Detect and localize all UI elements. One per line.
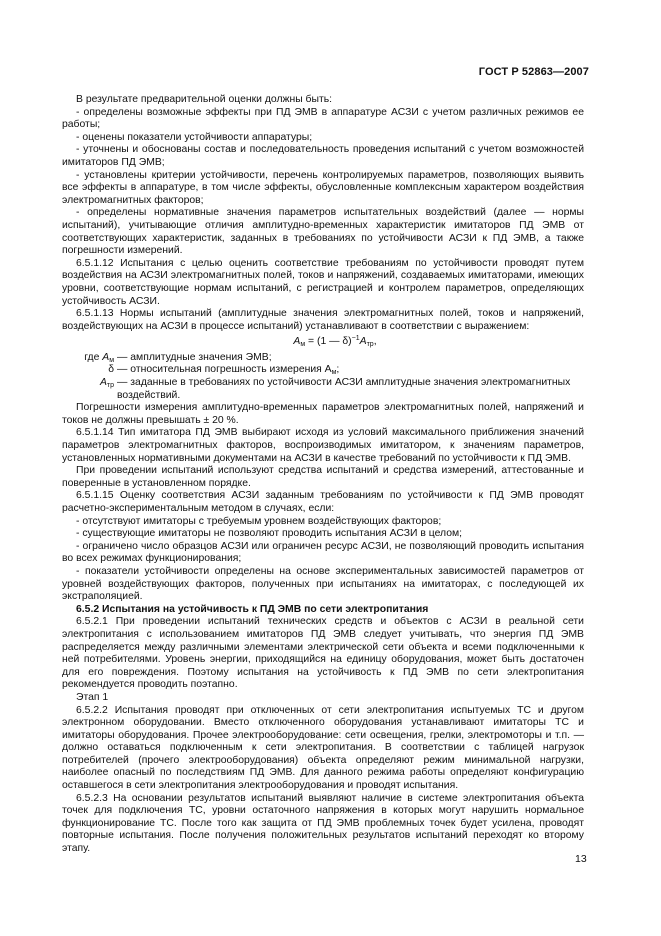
paragraph: 6.5.2.3 На основании результатов испытаний выявляют наличие в системе электропитания объекта точек для подключения ТС, уровни остаточного напряжения в которых могут нарушить нормальное функционирование ТС. После того как защита от ПД ЭМВ проблемных точек будет усилена, проводят повторные испытания. После получения положительных результатов испытаний переходят ко второму этапу.: [62, 792, 584, 855]
list-item: - оценены показатели устойчивости аппаратуры;: [76, 131, 313, 143]
paragraph: 6.5.2.2 Испытания проводят при отключенных от сети электропитания испытуемых ТС и другом электронном оборудовании. Вместо отключенного оборудования устанавливают имитаторы ТС и имитаторы оборудования. Прочее электрооборудование: сети освещения, грелки, электромоторы и т.п. — должно оставаться подключенным к сети электропитания. В соответствии с таблицей нагрузок потребителей (прочего электрооборудования) объекта определяют режим минимальной нагрузки, наиболее опасный по последствиям ПД ЭМВ. Для данного режима работы определяют конфигурацию оставшегося в сети электропитания электрооборудования и проводят испытания.: [62, 704, 584, 792]
paragraph: При проведении испытаний используют средства испытаний и средства измерений, аттестованные и поверенные в установленном порядке.: [62, 465, 584, 489]
stage-label: Этап 1: [76, 691, 109, 703]
definition-row: δ — относительная погрешность измерения $A_м$;: [108, 364, 340, 377]
paragraph: 6.5.1.13 Нормы испытаний (амплитудные значения электромагнитных полей, токов и напряжений, воздействующих на АСЗИ в процессе испытаний) устанавливают в соответствии с выражением:: [62, 308, 584, 332]
document-header: ГОСТ Р 52863—2007: [478, 66, 589, 78]
formula: $A_м = (1$ — $\delta)^{-1}A_{тр}$,: [293, 335, 377, 349]
paragraph: 6.5.1.15 Оценку соответствия АСЗИ заданным требованиям по устойчивости к ПД ЭМВ проводят расчетно-экспериментальным методом в случаях, если:: [62, 490, 584, 514]
list-item: - существующие имитаторы не позволяют проводить испытания АСЗИ в целом;: [76, 528, 463, 540]
list-item: - показатели устойчивости определены на основе экспериментальных зависимостей параметров от уровней воздействующих факторов, полученных при испытаниях на имитаторах, с последующей их экстраполяцией.: [62, 565, 584, 603]
paragraph: Погрешности измерения амплитудно-временных параметров электромагнитных полей, напряжений и токов не должны превышать ± 20 %.: [62, 402, 584, 426]
list-item: - установлены критерии устойчивости, перечень контролируемых параметров, позволяющих выявить все эффекты в аппаратуре, в том числе эффекты, обусловленные комплексным характером воздействия электромагнитных факторов;: [62, 169, 584, 206]
paragraph: 6.5.1.14 Тип имитатора ПД ЭМВ выбирают исходя из условий максимального приближения значений параметров электромагнитных факторов, воспроизводимых имитатором, к значениям параметров, установленных нормативными документами на АСЗИ в качестве требований по устойчивости к ПД ЭМВ.: [62, 427, 584, 464]
list-item: - определены нормативные значения параметров испытательных воздействий (далее — нормы испытаний), учитывающие отличия амплитудно-временных характеристик имитаторов ПД ЭМВ от соответствующих характеристик, заданных в требованиях по устойчивости АСЗИ к ПД ЭМВ, а также погрешности измерений.: [62, 207, 584, 257]
list-item: - определены возможные эффекты при ПД ЭМВ в аппаратуре АСЗИ с учетом различных режимов ее работы;: [62, 106, 584, 131]
document-body: [62, 94, 584, 856]
list-item: - ограничено число образцов АСЗИ или ограничен ресурс АСЗИ, не позволяющий проводить испытания во всех режимах функционирования;: [62, 540, 584, 565]
paragraph: 6.5.2.1 При проведении испытаний технических средств и объектов с АСЗИ в реальной сети электропитания с использованием имитаторов ПД ЭМВ следует учитывать, что энергия ПД ЭМВ распределяется между различными элементами электрической сети объекта и всеми подключенными к ней потребителями. Уровень энергии, приходящийся на единицу оборудования, может быть достаточен для его повреждения. Поэтому испытания на устойчивость к ПД ЭМВ по сети электропитания рекомендуется проводить поэтапно.: [62, 616, 584, 691]
paragraph: 6.5.1.12 Испытания с целью оценить соответствие требованиям по устойчивости проводят путем воздействия на АСЗИ электромагнитных полей, токов и напряжений, создаваемых имитаторами, имеющих уровни, соответствующие нормам испытаний, с регистрацией и контролем параметров, определяющих устойчивость АСЗИ.: [62, 257, 584, 307]
section-heading: 6.5.2 Испытания на устойчивость к ПД ЭМВ по сети электропитания: [76, 603, 429, 615]
paragraph: В результате предварительной оценки должны быть:: [76, 94, 333, 105]
page-number: 13: [575, 853, 587, 865]
list-item: - уточнены и обоснованы состав и последовательность проведения испытаний с учетом возможностей имитаторов ПД ЭМВ;: [62, 144, 584, 168]
definition-row: $A_{тр}$ — заданные в требованиях по устойчивости АСЗИ амплитудные значения электромагнитных воздействий.: [99, 377, 571, 401]
list-item: - отсутствуют имитаторы с требуемым уровнем воздействующих факторов;: [76, 515, 442, 527]
definition-row: где $A_м$ — амплитудные значения ЭМВ;: [84, 351, 272, 364]
